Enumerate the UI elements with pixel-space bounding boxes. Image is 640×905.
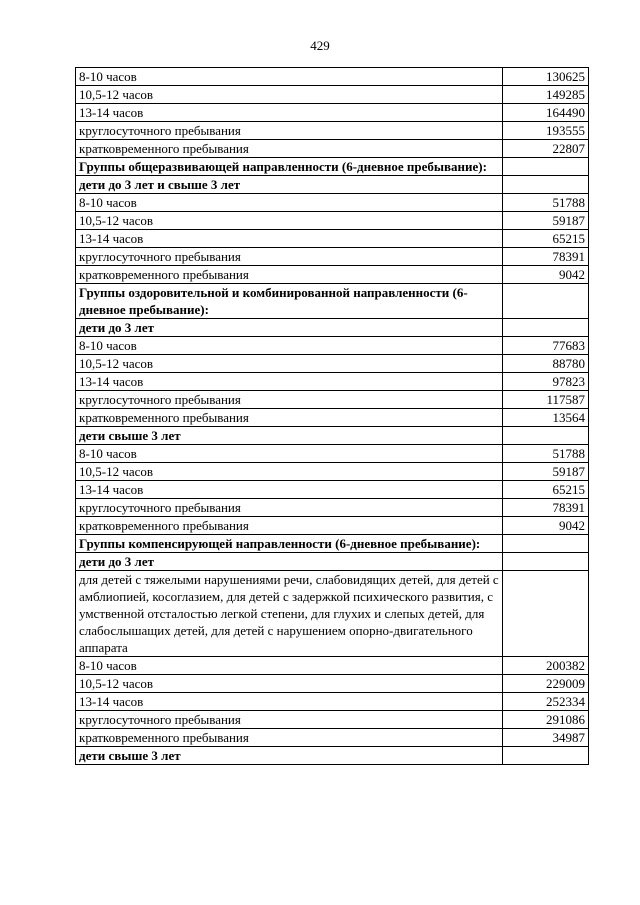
row-value-cell: 51788 [503, 194, 589, 212]
row-value-cell: 59187 [503, 463, 589, 481]
row-label-cell: 13-14 часов [76, 373, 503, 391]
row-label-cell: кратковременного пребывания [76, 729, 503, 747]
row-value-cell [503, 553, 589, 571]
row-label-cell: кратковременного пребывания [76, 140, 503, 158]
row-value-cell: 59187 [503, 212, 589, 230]
row-value-cell: 13564 [503, 409, 589, 427]
row-value-cell: 88780 [503, 355, 589, 373]
row-label-cell: круглосуточного пребывания [76, 248, 503, 266]
table-row [76, 517, 589, 535]
table-row [76, 657, 589, 675]
row-value-cell: 193555 [503, 122, 589, 140]
section-heading-cell: Группы общеразвивающей направленности (6-дневное пребывание): [76, 158, 503, 176]
row-value-cell: 51788 [503, 445, 589, 463]
table-row [76, 266, 589, 284]
table-section-heading-row [76, 319, 589, 337]
row-value-cell [503, 571, 589, 657]
table-row [76, 140, 589, 158]
row-value-cell: 78391 [503, 248, 589, 266]
table-row [76, 373, 589, 391]
page-number: 429 [310, 38, 330, 53]
row-label-cell: 8-10 часов [76, 68, 503, 86]
row-label-cell: 8-10 часов [76, 194, 503, 212]
table-section-heading-row [76, 284, 589, 319]
row-label-cell: 8-10 часов [76, 657, 503, 675]
table-row [76, 212, 589, 230]
row-label-cell: 13-14 часов [76, 693, 503, 711]
table-row [76, 230, 589, 248]
table-section-heading-row [76, 158, 589, 176]
table-row [76, 693, 589, 711]
row-value-cell: 34987 [503, 729, 589, 747]
table-row [76, 571, 589, 657]
section-heading-cell: дети до 3 лет и свыше 3 лет [76, 176, 503, 194]
table-row [76, 711, 589, 729]
row-label-cell: кратковременного пребывания [76, 517, 503, 535]
table-section-heading-row [76, 553, 589, 571]
row-label-cell: 13-14 часов [76, 104, 503, 122]
row-label-cell: круглосуточного пребывания [76, 499, 503, 517]
table-row [76, 481, 589, 499]
row-value-cell [503, 535, 589, 553]
row-label-cell: круглосуточного пребывания [76, 711, 503, 729]
row-label-cell: 10,5-12 часов [76, 86, 503, 104]
section-heading-cell: дети свыше 3 лет [76, 747, 503, 765]
table-section-heading-row [76, 535, 589, 553]
table-row [76, 499, 589, 517]
row-value-cell: 252334 [503, 693, 589, 711]
table-row [76, 194, 589, 212]
table-row [76, 248, 589, 266]
table-row [76, 68, 589, 86]
section-heading-cell: Группы компенсирующей направленности (6-дневное пребывание): [76, 535, 503, 553]
row-value-cell: 130625 [503, 68, 589, 86]
row-label-cell: круглосуточного пребывания [76, 391, 503, 409]
row-value-cell: 22807 [503, 140, 589, 158]
row-value-cell: 97823 [503, 373, 589, 391]
row-value-cell [503, 747, 589, 765]
row-label-cell: круглосуточного пребывания [76, 122, 503, 140]
row-label-cell: 10,5-12 часов [76, 463, 503, 481]
row-label-cell: 10,5-12 часов [76, 675, 503, 693]
section-heading-cell: дети свыше 3 лет [76, 427, 503, 445]
table-row [76, 675, 589, 693]
section-heading-cell: дети до 3 лет [76, 319, 503, 337]
table-row [76, 445, 589, 463]
row-label-cell: 13-14 часов [76, 230, 503, 248]
tariff-table [75, 67, 589, 765]
row-value-cell [503, 176, 589, 194]
row-value-cell: 164490 [503, 104, 589, 122]
table-row [76, 409, 589, 427]
row-value-cell: 117587 [503, 391, 589, 409]
row-label-cell: 10,5-12 часов [76, 355, 503, 373]
table-section-heading-row [76, 176, 589, 194]
row-label-cell: кратковременного пребывания [76, 266, 503, 284]
row-label-cell: 10,5-12 часов [76, 212, 503, 230]
row-value-cell: 9042 [503, 266, 589, 284]
table-row [76, 104, 589, 122]
row-label-cell: кратковременного пребывания [76, 409, 503, 427]
row-label-cell: 13-14 часов [76, 481, 503, 499]
row-value-cell [503, 319, 589, 337]
row-value-cell: 229009 [503, 675, 589, 693]
table-row [76, 729, 589, 747]
row-value-cell: 78391 [503, 499, 589, 517]
section-heading-cell: Группы оздоровительной и комбинированной направленности (6-дневное пребывание): [76, 284, 503, 319]
row-value-cell [503, 158, 589, 176]
table-section-heading-row [76, 427, 589, 445]
table-row [76, 463, 589, 481]
row-value-cell [503, 284, 589, 319]
row-value-cell: 65215 [503, 481, 589, 499]
row-label-cell: для детей с тяжелыми нарушениями речи, слабовидящих детей, для детей с амблиопией, косоглазием, для детей с задержкой психического развития, с умственной отсталостью легкой степени, для глухих и слепых детей, для слабослышащих детей, для детей с нарушением опорно-двигательного аппарата [76, 571, 503, 657]
table-row [76, 355, 589, 373]
table-body [76, 68, 589, 765]
row-label-cell: 8-10 часов [76, 337, 503, 355]
row-value-cell: 200382 [503, 657, 589, 675]
row-value-cell: 9042 [503, 517, 589, 535]
table-row [76, 337, 589, 355]
row-label-cell: 8-10 часов [76, 445, 503, 463]
row-value-cell: 77683 [503, 337, 589, 355]
section-heading-cell: дети до 3 лет [76, 553, 503, 571]
table-row [76, 122, 589, 140]
row-value-cell [503, 427, 589, 445]
row-value-cell: 65215 [503, 230, 589, 248]
row-value-cell: 149285 [503, 86, 589, 104]
table-section-heading-row [76, 747, 589, 765]
row-value-cell: 291086 [503, 711, 589, 729]
table-row [76, 391, 589, 409]
table-row [76, 86, 589, 104]
